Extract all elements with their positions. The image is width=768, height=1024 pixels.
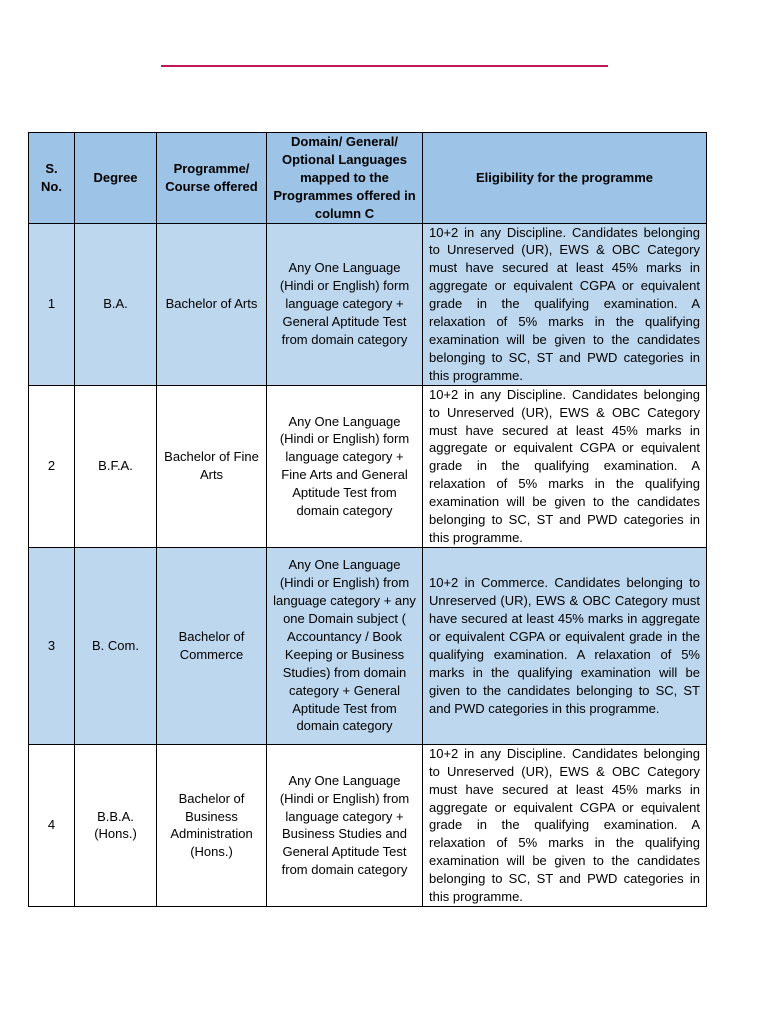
table-row bbox=[29, 223, 707, 385]
cell-programme: Bachelor of Fine Arts bbox=[157, 385, 267, 547]
eligibility-table bbox=[28, 132, 707, 907]
cell-degree: B. Com. bbox=[75, 547, 157, 744]
header-eligibility: Eligibility for the programme bbox=[423, 133, 707, 224]
cell-sno: 3 bbox=[29, 547, 75, 744]
cell-eligibility: 10+2 in Commerce. Candidates belonging to Unreserved (UR), EWS & OBC Category must have secured at least 45% marks in aggregate or equivalent CGPA or equivalent grade in the qualifying examination. A relaxation of 5% marks in the qualifying examination will be given to the candidates belonging to SC, ST and PWD categories in this programme. bbox=[423, 547, 707, 744]
table-row bbox=[29, 744, 707, 906]
cell-domain: Any One Language (Hindi or English) from language category + any one Domain subject ( Accountancy / Book Keeping or Business Studies) from domain category + General Aptitude Test from domain category bbox=[267, 547, 423, 744]
header-programme: Programme/ Course offered bbox=[157, 133, 267, 224]
cell-eligibility: 10+2 in any Discipline. Candidates belonging to Unreserved (UR), EWS & OBC Category must have secured at least 45% marks in aggregate or equivalent CGPA or equivalent grade in the qualifying examination. A relaxation of 5% marks in the qualifying examination will be given to the candidates belonging to SC, ST and PWD categories in this programme. bbox=[423, 385, 707, 547]
cell-degree: B.A. bbox=[75, 223, 157, 385]
cell-programme: Bachelor of Business Administration (Hons.) bbox=[157, 744, 267, 906]
header-divider-line bbox=[161, 65, 608, 67]
cell-sno: 2 bbox=[29, 385, 75, 547]
cell-sno: 4 bbox=[29, 744, 75, 906]
header-degree: Degree bbox=[75, 133, 157, 224]
cell-domain: Any One Language (Hindi or English) form language category + General Aptitude Test from domain category bbox=[267, 223, 423, 385]
cell-sno: 1 bbox=[29, 223, 75, 385]
header-sno: S. No. bbox=[29, 133, 75, 224]
cell-degree: B.B.A. (Hons.) bbox=[75, 744, 157, 906]
cell-programme: Bachelor of Commerce bbox=[157, 547, 267, 744]
table-header-row bbox=[29, 133, 707, 224]
cell-degree: B.F.A. bbox=[75, 385, 157, 547]
table-row bbox=[29, 385, 707, 547]
header-domain: Domain/ General/ Optional Languages mapped to the Programmes offered in column C bbox=[267, 133, 423, 224]
cell-domain: Any One Language (Hindi or English) form language category + Fine Arts and General Aptitude Test from domain category bbox=[267, 385, 423, 547]
cell-programme: Bachelor of Arts bbox=[157, 223, 267, 385]
cell-eligibility: 10+2 in any Discipline. Candidates belonging to Unreserved (UR), EWS & OBC Category must have secured at least 45% marks in aggregate or equivalent CGPA or equivalent grade in the qualifying examination. A relaxation of 5% marks in the qualifying examination will be given to the candidates belonging to SC, ST and PWD categories in this programme. bbox=[423, 223, 707, 385]
table-row bbox=[29, 547, 707, 744]
cell-domain: Any One Language (Hindi or English) from language category + Business Studies and General Aptitude Test from domain category bbox=[267, 744, 423, 906]
cell-eligibility: 10+2 in any Discipline. Candidates belonging to Unreserved (UR), EWS & OBC Category must have secured at least 45% marks in aggregate or equivalent CGPA or equivalent grade in the qualifying examination. A relaxation of 5% marks in the qualifying examination will be given to the candidates belonging to SC, ST and PWD categories in this programme. bbox=[423, 744, 707, 906]
